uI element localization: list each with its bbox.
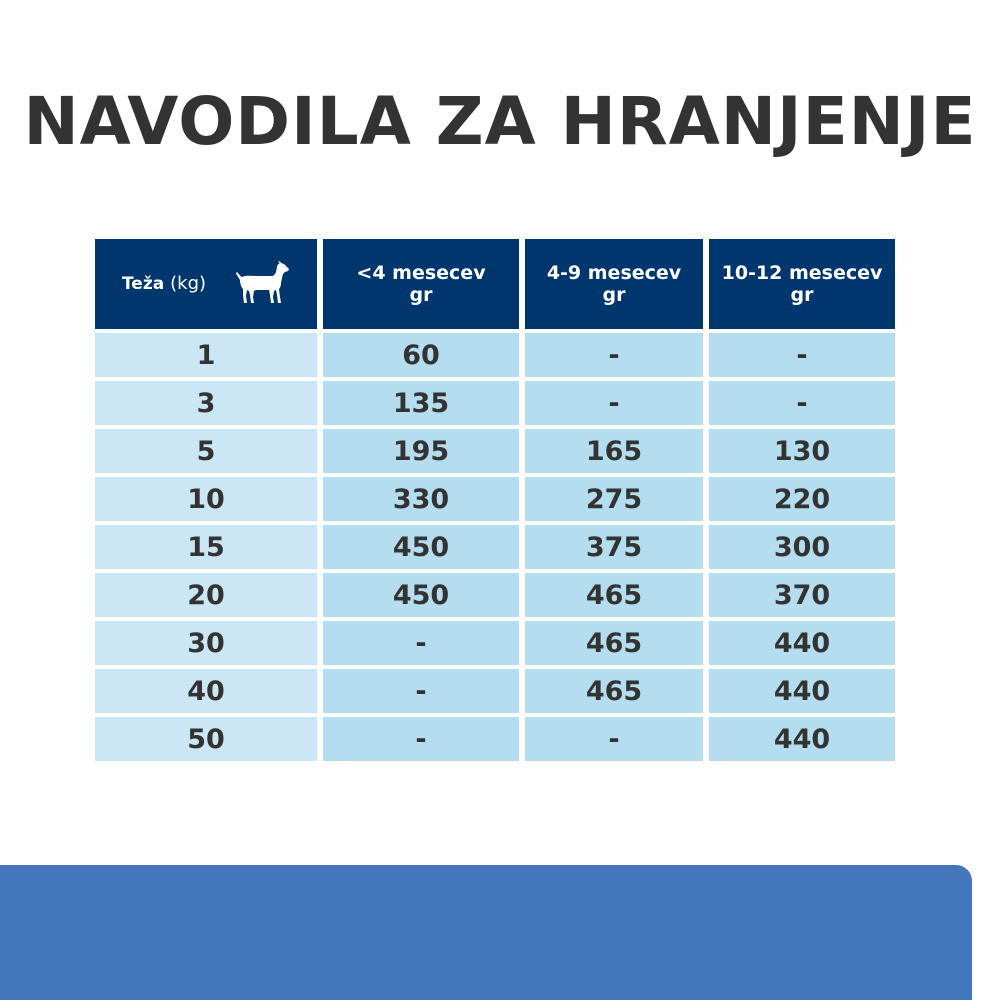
amount-cell: 60 <box>323 333 519 377</box>
weight-cell: 20 <box>95 573 317 617</box>
table-row <box>95 477 895 521</box>
table-row <box>95 573 895 617</box>
weight-cell: 3 <box>95 381 317 425</box>
age-header-under-4 <box>323 239 519 329</box>
amount-cell: - <box>709 333 895 377</box>
amount-cell: - <box>525 333 703 377</box>
weight-cell: 15 <box>95 525 317 569</box>
amount-cell: 440 <box>709 717 895 761</box>
amount-cell: 440 <box>709 621 895 665</box>
feeding-table <box>89 235 901 765</box>
amount-cell: - <box>525 381 703 425</box>
page-title: NAVODILA ZA HRANJENJE <box>23 83 977 160</box>
amount-cell: 165 <box>525 429 703 473</box>
weight-cell: 10 <box>95 477 317 521</box>
amount-cell: 130 <box>709 429 895 473</box>
table-row <box>95 669 895 713</box>
table-row <box>95 717 895 761</box>
amount-cell: 275 <box>525 477 703 521</box>
amount-cell: 220 <box>709 477 895 521</box>
amount-cell: 440 <box>709 669 895 713</box>
age-header-unit: gr <box>409 284 433 306</box>
amount-cell: 375 <box>525 525 703 569</box>
weight-cell: 1 <box>95 333 317 377</box>
weight-header-text <box>122 273 206 295</box>
amount-cell: 450 <box>323 573 519 617</box>
table-row <box>95 429 895 473</box>
table-row <box>95 381 895 425</box>
age-header-unit: gr <box>790 284 814 306</box>
footer-band <box>0 865 972 1000</box>
table-row <box>95 621 895 665</box>
table-row <box>95 333 895 377</box>
amount-cell: 330 <box>323 477 519 521</box>
amount-cell: - <box>323 669 519 713</box>
weight-header-unit: (kg) <box>170 273 207 294</box>
amount-cell: 465 <box>525 669 703 713</box>
weight-cell: 50 <box>95 717 317 761</box>
age-header-4-9 <box>525 239 703 329</box>
age-header-unit: gr <box>602 284 626 306</box>
age-header-label: 4-9 mesecev <box>546 262 682 284</box>
amount-cell: - <box>709 381 895 425</box>
weight-cell: 40 <box>95 669 317 713</box>
age-header-10-12 <box>709 239 895 329</box>
amount-cell: - <box>525 717 703 761</box>
weight-header-label: Teža <box>121 274 165 294</box>
amount-cell: 195 <box>323 429 519 473</box>
amount-cell: 465 <box>525 573 703 617</box>
amount-cell: 300 <box>709 525 895 569</box>
weight-column-header <box>95 239 317 329</box>
amount-cell: - <box>323 717 519 761</box>
weight-cell: 30 <box>95 621 317 665</box>
weight-cell: 5 <box>95 429 317 473</box>
amount-cell: 450 <box>323 525 519 569</box>
amount-cell: - <box>323 621 519 665</box>
amount-cell: 135 <box>323 381 519 425</box>
table-header-row <box>95 239 895 329</box>
amount-cell: 370 <box>709 573 895 617</box>
dog-icon <box>234 261 290 307</box>
amount-cell: 465 <box>525 621 703 665</box>
table-row <box>95 525 895 569</box>
age-header-label: 10-12 mesecev <box>721 262 883 284</box>
age-header-label: <4 mesecev <box>356 262 486 284</box>
